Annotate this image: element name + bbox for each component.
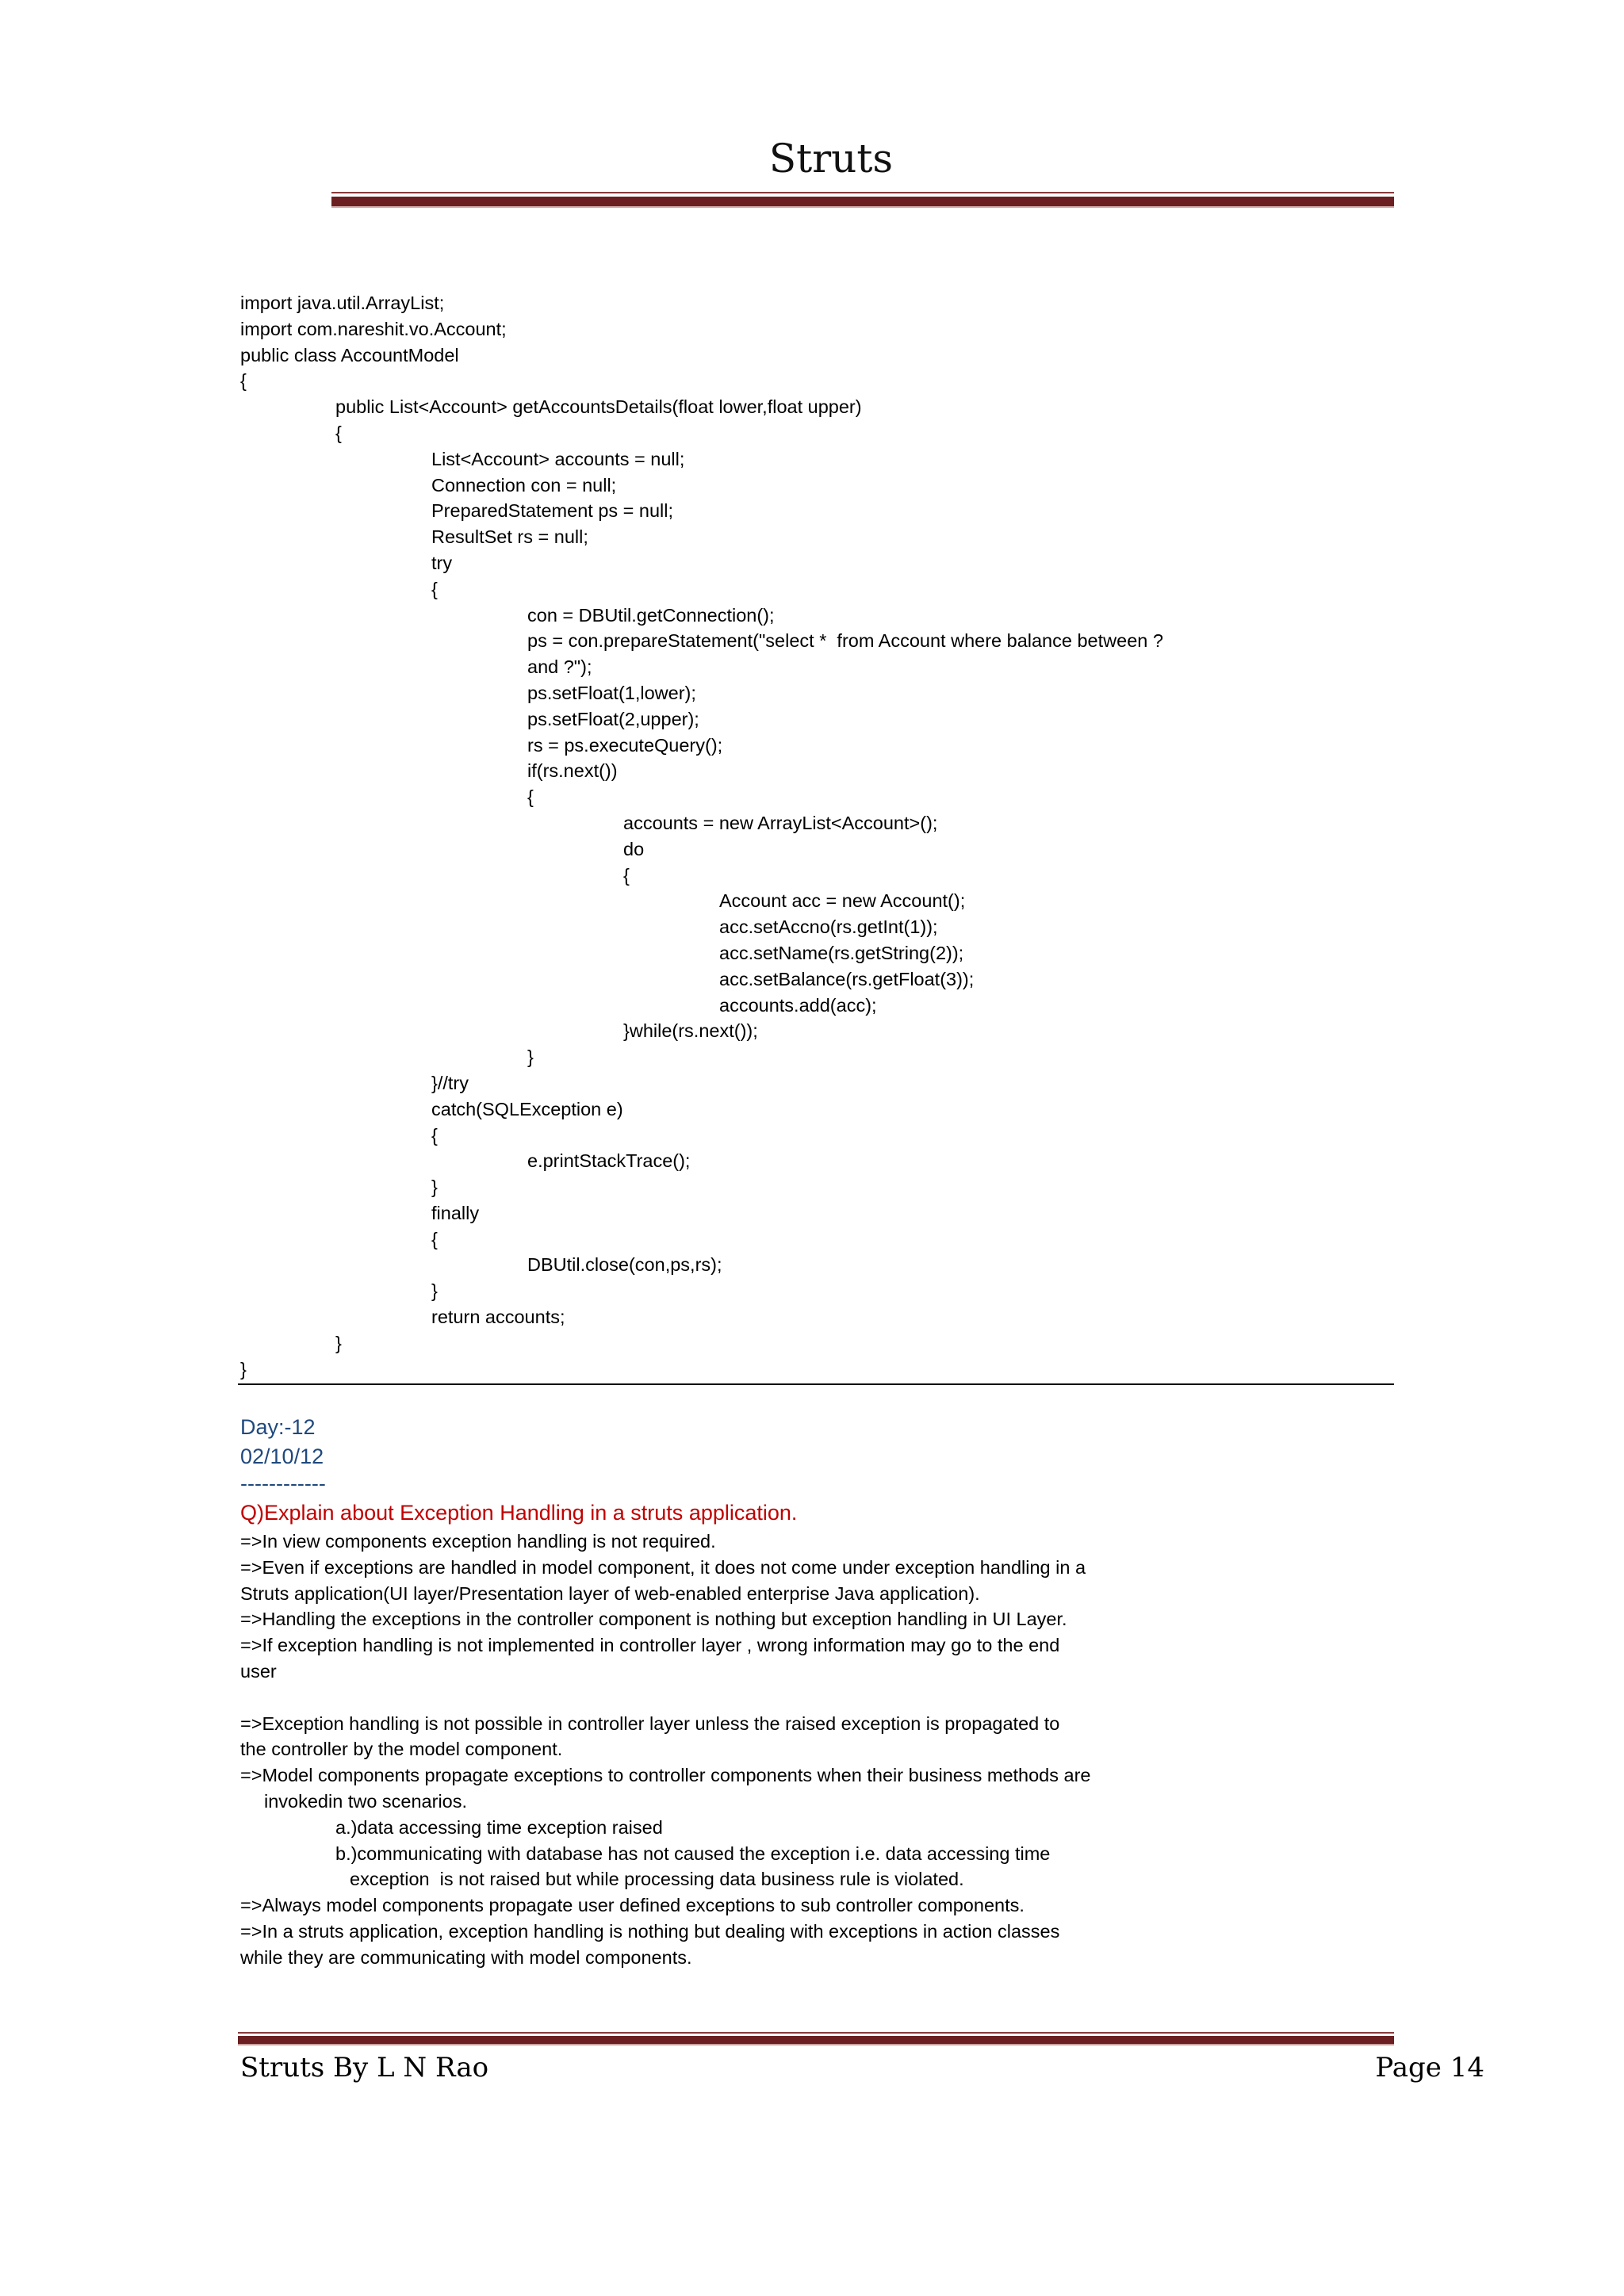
answer-line: =>In view components exception handling is not required.: [240, 1531, 716, 1552]
page-title: Struts: [768, 136, 894, 182]
code-line: e.printStackTrace();: [527, 1150, 691, 1172]
code-line: and ?");: [527, 656, 592, 678]
page-number: Page 14: [1375, 2052, 1484, 2084]
code-line: rs = ps.executeQuery();: [527, 734, 723, 756]
code-line: public class AccountModel: [240, 344, 459, 365]
code-line: acc.setAccno(rs.getInt(1));: [719, 916, 938, 938]
section-divider: [238, 1383, 1394, 1385]
code-line: {: [527, 786, 534, 808]
date-label: 02/10/12: [240, 1445, 324, 1468]
dash-separator: ------------: [240, 1471, 326, 1495]
code-line: finally: [431, 1202, 480, 1223]
code-line: {: [431, 578, 438, 599]
answer-line: the controller by the model component.: [240, 1739, 563, 1760]
code-line: ps.setFloat(1,lower);: [527, 682, 696, 703]
header-rule: [331, 197, 1394, 208]
code-line: }: [431, 1177, 438, 1198]
question-title: Q)Explain about Exception Handling in a struts application.: [240, 1501, 798, 1525]
code-line: acc.setName(rs.getString(2));: [719, 942, 964, 963]
code-line: List<Account> accounts = null;: [431, 448, 685, 469]
code-line: }: [240, 1358, 247, 1380]
code-line: accounts = new ArrayList<Account>();: [623, 812, 938, 833]
answer-text: [240, 1529, 1398, 1971]
code-line: DBUtil.close(con,ps,rs);: [527, 1254, 722, 1276]
answer-line: exception is not raised but while processing data business rule is violated.: [350, 1869, 964, 1890]
day-label: Day:-12: [240, 1415, 316, 1439]
code-line: acc.setBalance(rs.getFloat(3));: [719, 968, 975, 989]
day-heading: [240, 1413, 326, 1495]
code-line: con = DBUtil.getConnection();: [527, 604, 775, 626]
code-line: do: [623, 838, 645, 859]
answer-line: =>In a struts application, exception handling is nothing but dealing with exceptions in action classes: [240, 1920, 1060, 1942]
code-line: }: [431, 1280, 438, 1302]
answer-line: [240, 1685, 1398, 1711]
code-line: }: [335, 1332, 342, 1353]
code-line: {: [431, 1228, 438, 1249]
answer-line: while they are communicating with model components.: [240, 1946, 692, 1968]
code-block: [240, 290, 1398, 1382]
code-line: ps = con.prepareStatement("select * from Account where balance between ?: [527, 630, 1163, 652]
code-line: Connection con = null;: [431, 474, 617, 496]
footer-author: Struts By L N Rao: [240, 2052, 489, 2084]
code-line: Account acc = new Account();: [719, 890, 966, 912]
answer-line: =>Handling the exceptions in the controller component is nothing but exception handling in UI Layer.: [240, 1609, 1067, 1630]
answer-line: invokedin two scenarios.: [264, 1790, 468, 1812]
answer-line: Struts application(UI layer/Presentation layer of web-enabled enterprise Java application).: [240, 1582, 980, 1604]
answer-line: =>Exception handling is not possible in controller layer unless the raised exception is propagated to: [240, 1712, 1060, 1734]
code-line: }//try: [431, 1072, 469, 1093]
code-line: }: [527, 1047, 534, 1068]
code-line: }while(rs.next());: [623, 1020, 758, 1042]
code-line: accounts.add(acc);: [719, 994, 877, 1016]
code-line: {: [431, 1124, 438, 1146]
code-line: PreparedStatement ps = null;: [431, 500, 674, 522]
footer-rule: [238, 2036, 1394, 2045]
code-line: return accounts;: [431, 1307, 565, 1328]
code-line: public List<Account> getAccountsDetails(float lower,float upper): [335, 396, 862, 418]
answer-line: =>Model components propagate exceptions to controller components when their business methods are: [240, 1765, 1091, 1786]
code-line: ps.setFloat(2,upper);: [527, 708, 699, 729]
code-line: {: [335, 422, 342, 443]
answer-line: =>If exception handling is not implemented in controller layer , wrong information may go to the end: [240, 1635, 1060, 1656]
answer-line: user: [240, 1660, 277, 1682]
answer-line: b.)communicating with database has not caused the exception i.e. data accessing time: [335, 1843, 1051, 1864]
answer-line: =>Even if exceptions are handled in model component, it does not come under exception handling in a: [240, 1556, 1086, 1578]
code-line: import java.util.ArrayList;: [240, 293, 445, 313]
code-line: catch(SQLException e): [431, 1098, 623, 1119]
code-line: import com.nareshit.vo.Account;: [240, 318, 507, 339]
code-line: {: [240, 370, 247, 392]
code-line: try: [431, 552, 453, 573]
code-line: if(rs.next()): [527, 760, 618, 782]
answer-line: =>Always model components propagate user defined exceptions to sub controller components.: [240, 1895, 1025, 1916]
code-line: ResultSet rs = null;: [431, 526, 588, 548]
answer-line: a.)data accessing time exception raised: [335, 1816, 663, 1838]
code-line: {: [623, 864, 630, 886]
